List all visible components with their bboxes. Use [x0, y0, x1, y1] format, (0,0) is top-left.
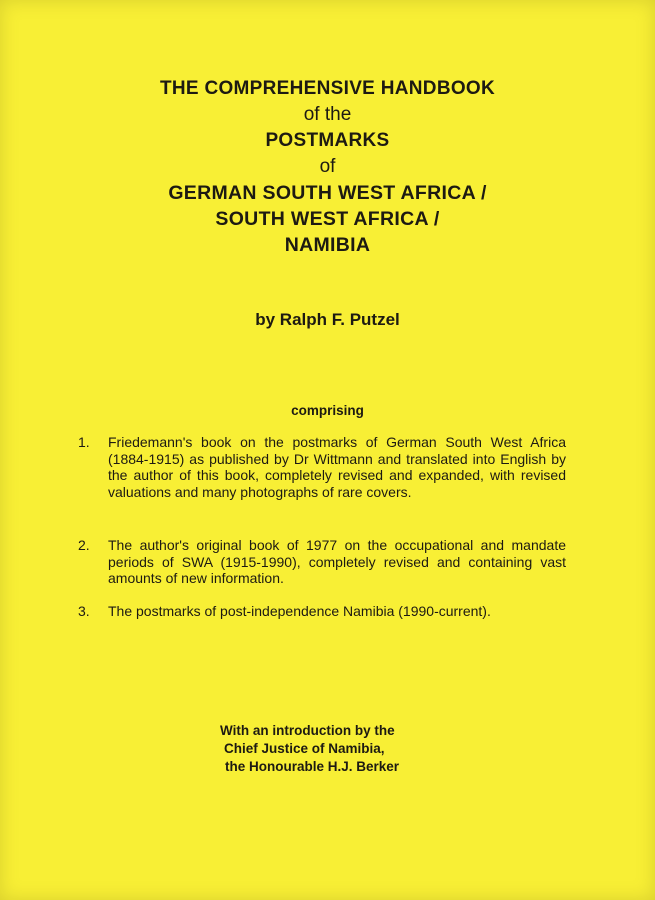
author-line: by Ralph F. Putzel [255, 310, 400, 329]
title-line-4: of [319, 156, 336, 177]
title-line-6: SOUTH WEST AFRICA / [215, 208, 440, 230]
introduction-block [220, 722, 399, 776]
list-item [78, 434, 566, 500]
introduction-line-3: the Honourable H.J. Berker [225, 759, 400, 774]
title-line-3: POSTMARKS [265, 130, 390, 151]
title-line-2: of the [303, 104, 352, 125]
list-item [78, 603, 566, 620]
list-item [78, 537, 566, 587]
comprising-label: comprising [291, 403, 364, 418]
list-item-text: Friedemann's book on the postmarks of German South West Africa (1884-1915) as published by Dr Wittmann and translated into English by the author of this book, completely revised and expanded, with revised valuations and many photographs of rare covers. [108, 434, 566, 500]
introduction-line-1: With an introduction by the [220, 723, 395, 738]
list-item-number: 3. [78, 603, 90, 619]
title-line-5: GERMAN SOUTH WEST AFRICA / [168, 182, 487, 204]
introduction-line-2: Chief Justice of Namibia, [224, 741, 385, 756]
title-block [0, 76, 655, 258]
title-line-1: THE COMPREHENSIVE HANDBOOK [159, 78, 496, 99]
list-item-text: The author's original book of 1977 on the occupational and mandate periods of SWA (1915-1990), completely revised and containing vast amounts of new information. [108, 537, 566, 587]
list-item-number: 2. [78, 537, 90, 553]
list-item-number: 1. [78, 434, 90, 450]
list-item-text: The postmarks of post-independence Namibia (1990-current). [108, 603, 491, 619]
title-line-7: NAMIBIA [284, 234, 371, 256]
